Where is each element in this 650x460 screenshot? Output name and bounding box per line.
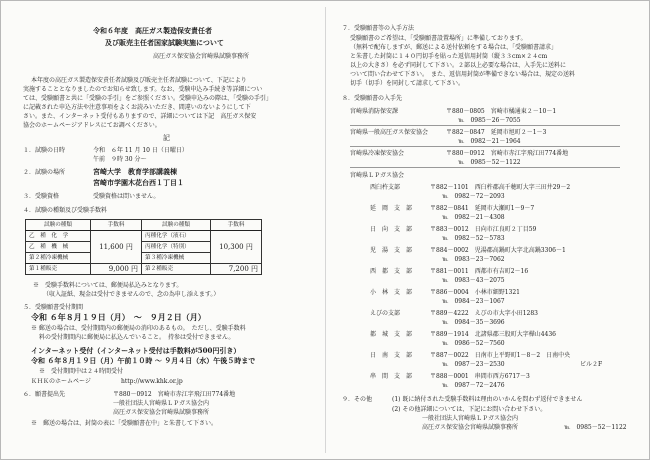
office-name: 宮崎県冷凍保安協会 [350, 150, 405, 157]
exam-type-cell: 乙 種 化 学 [26, 231, 91, 242]
section-1-label: １．試験の日時 [23, 147, 66, 154]
section-2-label: ２．試験の場所 [23, 169, 66, 176]
application-note-2: 料の受付期間内に郵便局に払込んでいること。 持参は受付できません。 [39, 334, 235, 341]
title-line-2: 及び販売主任者国家試験実施について [105, 38, 224, 47]
fee-table-header [26, 220, 262, 231]
section-6-label: ６．願書提出先 [23, 391, 66, 398]
intro-line-3: ては、受験願書と共に「受験の手引」をご参照ください。受験申込みの際は、「受験の手引」 [23, 95, 273, 102]
exam-address: 宮崎市学園木花台西１丁目１ [93, 178, 184, 187]
fee-cell: 11,600 円 [91, 231, 142, 264]
contact-org-1: 一般社団法人宮崎県ＬＰガス協会内 [422, 415, 519, 422]
section-5-label: ５．受験願書受付期間 [23, 304, 84, 311]
lp-association-title: 宮崎県ＬＰガス協会 [350, 172, 405, 179]
intro-line-5: さい。また、インターネット受付もありますので、詳細については下記 高圧ガス保安 [23, 113, 257, 120]
header-exam-type-2: 試験の種類 [142, 220, 211, 231]
fee-cell: 10,300 円 [211, 231, 262, 264]
branch-tel: ℡ 0986－52－7560 [442, 340, 505, 347]
branch-tel: ℡ 0987－72－2476 [442, 382, 505, 389]
ki-heading: 記 [163, 134, 170, 142]
office-tel: ℡ 0985－26－7055 [458, 117, 521, 124]
branch-name: 日 南 支 部 [370, 352, 413, 359]
exam-type-cell: 第２種販売 [142, 264, 211, 275]
branch-name: えびの支部 [370, 310, 401, 317]
fee-table [25, 219, 262, 275]
branch-name: 延 岡 支 部 [370, 205, 413, 212]
submission-note: ※ 郵送の場合は、封筒の表に「受験願書在中」と朱書して下さい。 [31, 420, 218, 427]
branch-name: 日 向 支 部 [370, 226, 413, 233]
title-line-1: 令和６年度 高圧ガス製造保安責任者 [93, 26, 212, 35]
section-4-label: ４．試験の種類及び受験手数料 [23, 207, 108, 214]
exam-time: ９時 30 分～ [111, 156, 147, 163]
office-address: 〒880－0805 宮崎市橘通東２－10－1 [446, 108, 557, 115]
branch-name: 西 都 支 部 [370, 268, 413, 275]
left-page [1, 1, 326, 459]
branch-address: 〒882－1101 西臼杵郡高千穂町大字三田井29－2 [430, 184, 571, 191]
intro-line-2: 実施することとなりましたのでお知らせ致します。なお、受験申込み手続き等詳細につい [23, 86, 263, 93]
office-tel: ℡ 0982－21－1964 [458, 138, 521, 145]
contact-org-2: 高圧ガス保安協会宮崎県試験事務所 [422, 424, 519, 431]
qualification: 受験資格は問いません。 [93, 193, 160, 200]
branch-tel: ℡ 0982－72－2093 [442, 193, 505, 200]
branch-address: 〒881－0011 西都市有吉町2－16 [430, 268, 529, 275]
section-8-label: ８．受験願書の入手先 [342, 95, 403, 102]
application-period: 令和 ６年８月１９日（月） ～ ９月２日（月） [31, 312, 206, 322]
fee-cell: 7,200 円 [211, 264, 262, 275]
branch-address: 〒882－0841 延岡市大瀬町1－9－7 [430, 205, 535, 212]
exam-era: 令和 [93, 147, 106, 154]
branch-tel: ℡ 0982－21－4308 [442, 214, 505, 221]
khk-homepage-label: ＫＨＫのホームページ [31, 378, 91, 385]
section-3-label: ３．受験資格 [23, 193, 60, 200]
branch-address: 〒884－0002 児湯郡高鍋町大字北高鍋3306－1 [430, 247, 566, 254]
table-row [26, 231, 262, 242]
branch-tel: ℡ 0982－52－5783 [442, 235, 505, 242]
branch-tel: ℡ 0984－35－3696 [442, 319, 505, 326]
branch-address: 〒886－0004 小林市細野1321 [430, 289, 520, 296]
branch-tel: ℡ 0983－23－7062 [442, 256, 505, 263]
exam-type-cell: 丙種化学（特別） [142, 242, 211, 253]
internet-note: ※ 受付期間中は２４時間受付 [39, 368, 124, 375]
branch-address: 〒888－0001 串間市西方6717－3 [430, 373, 530, 380]
branch-tel: ℡ 0984－23－1067 [442, 298, 505, 305]
branch-name: 西臼杵支部 [370, 184, 401, 191]
internet-application-period: 令和 ６年８月１９日（月）午前１０時 ～ ９月４日（水）午後５時まで [31, 356, 256, 365]
branch-address: 〒889－4222 えびの市大字小田1283 [430, 310, 538, 317]
branch-address: 〒889－1914 北諸県郡三股町大字樺山4436 [430, 331, 556, 338]
office-divider [350, 125, 620, 126]
other-item-1: (1) 既に納付された受験手数料は理由のいかんを問わず返付できません [392, 396, 583, 403]
issuing-organization: 高圧ガス保安協会宮崎県試験事務所 [153, 53, 250, 60]
other-item-2: (2) その他詳細については、下記にお問い合わせ下さい。 [392, 406, 547, 413]
branch-name: 児 湯 支 部 [370, 247, 413, 254]
exam-venue: 宮崎大学 教育学部講義棟 [93, 167, 177, 176]
fee-note-2: （収入証紙、現金は受付できませんので、念の為申し添えます。） [43, 291, 220, 298]
branch-tel: ℡ 0983－43－2075 [442, 277, 505, 284]
obtain-line-5: ついて問い合わせて下さい。 また、返信用封筒が準備できない場合は、規定の送料 [350, 71, 576, 78]
fee-note-1: ※ 受験手数料については、郵便局払込みとなります。 [33, 282, 183, 289]
branch-address: 〒887－0022 日南市上平野町1－8－2 日南中央 [430, 352, 571, 359]
exam-type-cell: 第１種販売 [26, 264, 91, 275]
branch-name: 小 林 支 部 [370, 289, 413, 296]
office-divider [350, 146, 620, 147]
office-divider [350, 167, 620, 168]
intro-line-4: に記載された申込方法や注意事項をよくお読みいただき、間違いのないようにして下 [23, 104, 251, 111]
table-row [26, 264, 262, 275]
branch-name: 串 間 支 部 [370, 373, 413, 380]
exam-type-cell: 第３種冷凍機械 [142, 253, 211, 264]
khk-homepage-link[interactable]: http://www.khk.or.jp [121, 378, 183, 385]
exam-time-prefix: 午前 [93, 156, 106, 163]
exam-type-cell: 第２種冷凍機械 [26, 253, 91, 264]
header-fee-2: 手数料 [211, 220, 262, 231]
obtain-line-4: 以上の大きさ）を必ず同封して下さい。２部以上必要な場合は、入手先に送料に [350, 62, 567, 69]
obtain-line-1: 受験願書のご希望は、「受験願書設置場所」に準備しております。 [350, 35, 527, 42]
branch-name: 都 城 支 部 [370, 331, 413, 338]
office-name: 宮崎県一般高圧ガス保安協会 [350, 129, 429, 136]
intro-line-6: 協会のホームページアドレスにてお調べください。 [23, 122, 161, 129]
section-7-label: ７．受験願書等の入手方法 [342, 25, 415, 32]
section-9-label: ９．その他 [342, 396, 373, 403]
office-tel: ℡ 0985－52－1122 [458, 159, 521, 166]
office-name: 宮崎県消防保安課 [350, 108, 399, 115]
obtain-line-2: （無料で配布しますが、郵送による送付依頼をする場合は、「受験願書請求」 [350, 44, 558, 51]
header-exam-type-1: 試験の種類 [26, 220, 91, 231]
internet-application-label: インターネット受付（インターネット受付は手数料が500円引き） [31, 346, 241, 355]
submission-org-1: 一般社団法人宮崎県ＬＰガス協会内 [113, 400, 210, 407]
fee-cell: 9,000 円 [91, 264, 142, 275]
branch-address-extra: ビル２F [580, 361, 603, 368]
exam-type-cell: 丙種化学（液石） [142, 231, 211, 242]
office-address: 〒880－0912 宮崎市赤江字飛江田774番地 [446, 150, 569, 157]
application-note-1: ※ 郵送の場合は、受付期間内の郵便局の消印のあるもの。 ただし、受験手数料 [31, 325, 246, 332]
branch-tel: ℡ 0987－23－2530 [442, 361, 505, 368]
obtain-line-3: と朱書した封筒に１４０円切手を貼った返信用封筒（縦３３cm×２４cm [350, 53, 548, 60]
exam-type-cell: 乙 種 機 械 [26, 242, 91, 253]
header-fee-1: 手数料 [91, 220, 142, 231]
submission-address: 〒880－0912 宮崎市赤江字飛江田774番地 [113, 391, 236, 398]
right-page [326, 1, 650, 459]
office-address: 〒882－0847 延岡市旭町２－1－3 [446, 129, 547, 136]
intro-line-1: 本年度の高圧ガス製造保安責任者試験及び販売主任者試験について、下記により [31, 77, 247, 84]
contact-tel: ℡ 0985－52－1122 [564, 424, 627, 431]
branch-address: 〒883－0012 日向市江良町２丁目59 [430, 226, 537, 233]
obtain-line-6: 切手（切手）を同封して請求して下さい。 [350, 80, 465, 87]
submission-org-2: 高圧ガス保安協会宮崎県試験事務所 [113, 409, 210, 416]
exam-date: ６年 11 月 10 日（日曜日） [111, 147, 188, 154]
